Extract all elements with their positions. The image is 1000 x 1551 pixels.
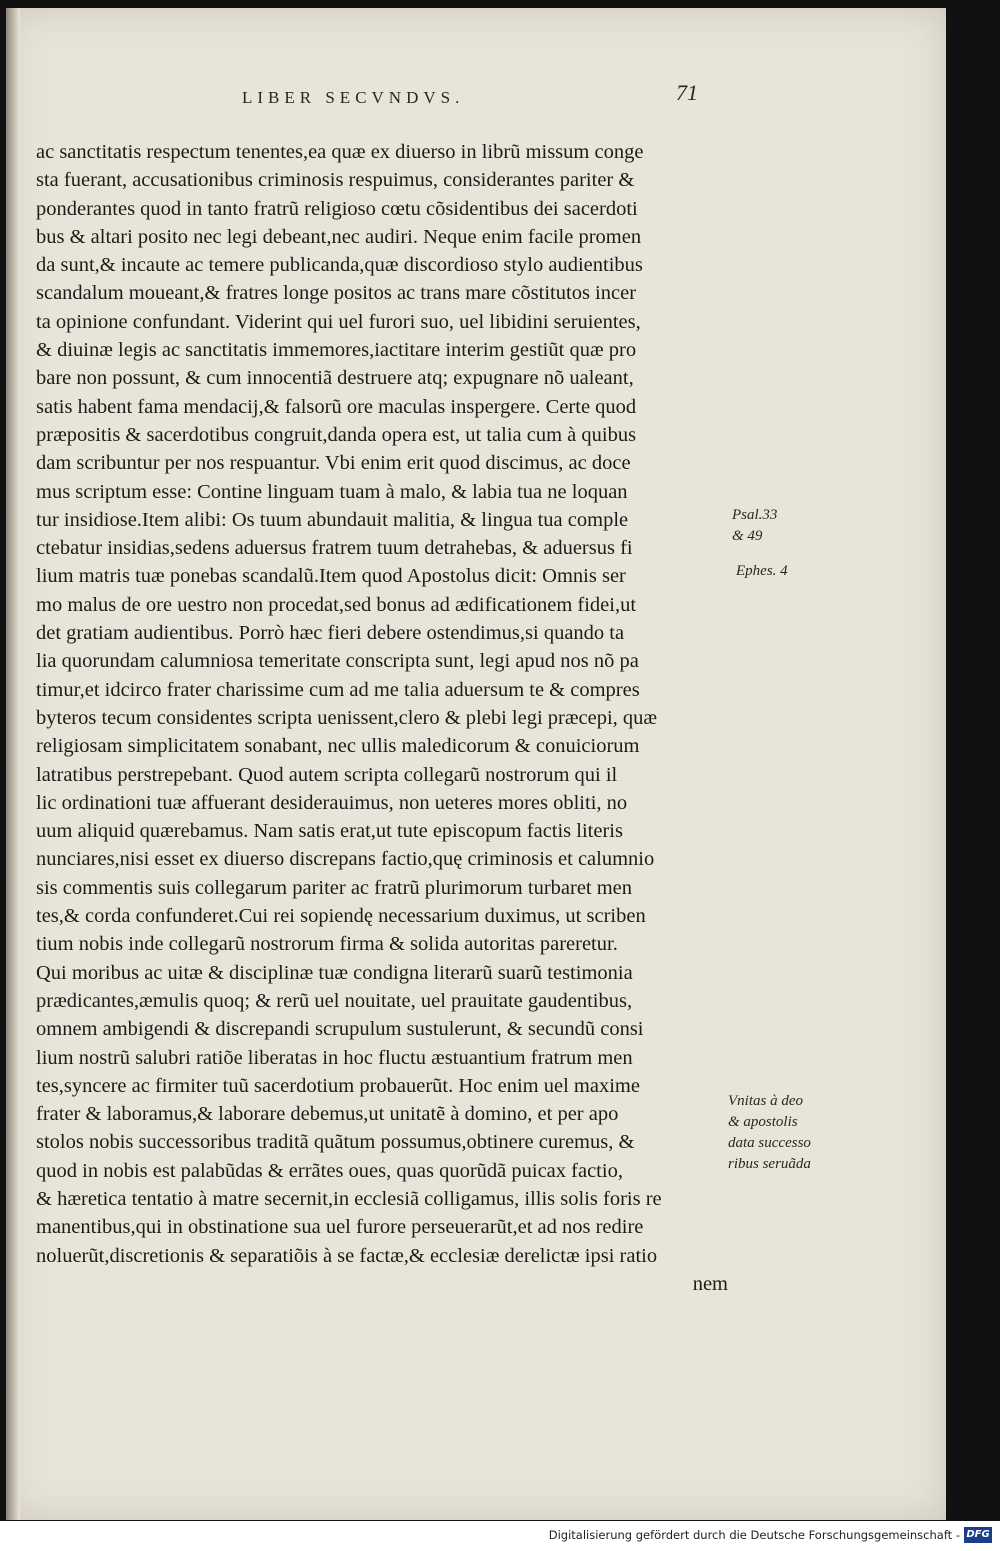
footer-bar xyxy=(0,1521,1000,1551)
text-line: tium nobis inde collegarũ nostrorum firma & solida autoritas pareretur. xyxy=(36,933,618,956)
text-line: & diuinæ legis ac sanctitatis immemores,iactitare interim gestiũt quæ pro xyxy=(36,339,637,362)
text-line: da sunt,& incaute ac temere publicanda,quæ discordioso stylo audientibus xyxy=(36,254,643,277)
text-line: det gratiam audientibus. Porrò hæc fieri debere ostendimus,si quando ta xyxy=(36,622,625,645)
text-line: manentibus,qui in obstinatione sua uel furore perseuerarũt,et ad nos redire xyxy=(36,1216,644,1239)
margin-note-unitas xyxy=(728,1091,811,1175)
catchword: nem xyxy=(692,1272,728,1295)
text-line: satis habent fama mendacij,& falsorũ ore maculas inspergere. Certe quod xyxy=(36,395,637,418)
text-line: timur,et idcirco frater charissime cum ad me talia aduersum te & compres xyxy=(36,678,640,701)
text-line: prædicantes,æmulis quoq; & rerũ uel nouitate, uel prauitate gaudentibus, xyxy=(36,989,633,1012)
text-line: ac sanctitatis respectum tenentes,ea quæ ex diuerso in librũ missum conge xyxy=(36,141,644,163)
text-line: quod in nobis est palabũdas & errãtes oues, quas quorũdã puicax factio, xyxy=(36,1159,623,1182)
dfg-logo-icon: DFG xyxy=(964,1527,992,1543)
text-line: tes,syncere ac firmiter tuũ sacerdotium probauerũt. Hoc enim uel maxime xyxy=(36,1074,640,1097)
page-header xyxy=(6,70,946,120)
text-line: lium nostrũ salubri ratiõe liberatas in hoc fluctu æstuantium fratrum men xyxy=(36,1046,633,1069)
margin-note-line: Psal.33 xyxy=(732,507,778,523)
body-text xyxy=(36,138,736,1298)
text-line: nunciares,nisi esset ex diuerso discrepans factio,quę criminosis et calumnio xyxy=(36,848,655,871)
text-line: mus scriptum esse: Contine linguam tuam à malo, & labia tua ne loquan xyxy=(36,480,628,503)
text-line: omnem ambigendi & discrepandi scrupulum sustulerunt, & secundũ consi xyxy=(36,1018,644,1041)
text-line: uum aliquid quærebamus. Nam satis erat,ut tute episcopum factis literis xyxy=(36,820,623,843)
text-line: noluerũt,discretionis & separatiõis à se factæ,& ecclesiæ derelictæ ipsi ratio xyxy=(36,1244,658,1267)
funding-credit: Digitalisierung gefördert durch die Deutsche Forschungsgemeinschaft - xyxy=(548,1528,960,1542)
text-line: ctebatur insidias,sedens aduersus fratrem tuum detrahebas, & aduersus fi xyxy=(36,537,633,560)
margin-note-line: Ephes. 4 xyxy=(736,563,788,579)
text-line: ta opinione confundant. Viderint qui uel furori suo, uel libidini seruientes, xyxy=(36,310,641,333)
text-line: lium matris tuæ ponebas scandalũ.Item quod Apostolus dicit: Omnis ser xyxy=(36,565,626,588)
text-line: ponderantes quod in tanto fratrũ religioso cœtu cõsidentibus dei sacerdoti xyxy=(36,197,638,220)
text-line: bus & altari posito nec legi debeant,nec audiri. Neque enim facile promen xyxy=(36,225,642,248)
text-line: & hæretica tentatio à matre secernit,in ecclesiã colligamus, illis solis foris re xyxy=(36,1187,662,1210)
margin-note-line: data successo xyxy=(728,1135,811,1151)
text-line: bare non possunt, & cum innocentiã destruere atq; expugnare nõ ualeant, xyxy=(36,367,634,390)
text-line: frater & laboramus,& laborare debemus,ut unitatẽ à domino, et per apo xyxy=(36,1103,619,1126)
page-number: 71 xyxy=(676,80,698,105)
text-line: tur insidiose.Item alibi: Os tuum abundauit malitia, & lingua tua comple xyxy=(36,508,629,531)
text-line: latratibus perstrepebant. Quod autem scripta collegarũ nostrorum qui il xyxy=(36,763,618,786)
book-page xyxy=(6,8,946,1520)
text-line: religiosam simplicitatem sonabant, nec ullis maledicorum & conuiciorum xyxy=(36,735,640,758)
text-line: scandalum moueant,& fratres longe positos ac trans mare cõstitutos incer xyxy=(36,282,637,305)
margin-note-ephesians xyxy=(736,561,788,582)
text-line: mo malus de ore uestro non procedat,sed bonus ad ædificationem fidei,ut xyxy=(36,593,637,616)
text-line: Qui moribus ac uitæ & disciplinæ tuæ condigna literarũ suarũ testimonia xyxy=(36,961,633,984)
margin-note-line: & apostolis xyxy=(728,1114,798,1130)
text-line: sta fuerant, accusationibus criminosis respuimus, considerantes pariter & xyxy=(36,169,635,192)
text-line: sis commentis suis collegarum pariter ac fratrũ plurimorum turbaret men xyxy=(36,876,633,899)
margin-note-line: Vnitas à deo xyxy=(728,1093,803,1109)
text-line: lic ordinationi tuæ affuerant desiderauimus, non ueteres mores obliti, no xyxy=(36,791,628,814)
running-title: LIBER SECVNDVS. xyxy=(242,88,465,107)
margin-note-psalms xyxy=(732,505,777,547)
margin-note-line: ribus seruãda xyxy=(728,1156,811,1172)
margin-note-line: & 49 xyxy=(732,528,763,544)
text-line: præpositis & sacerdotibus congruit,danda opera est, ut talia cum à quibus xyxy=(36,423,637,446)
page-gutter xyxy=(6,8,20,1520)
text-line: byteros tecum considentes scripta uenissent,clero & plebi legi præcepi, quæ xyxy=(36,706,658,729)
text-line: lia quorundam calumniosa temeritate conscripta sunt, legi apud nos nõ pa xyxy=(36,650,639,673)
text-line: tes,& corda confunderet.Cui rei sopiendę necessarium duximus, ut scriben xyxy=(36,905,646,928)
text-line: stolos nobis successoribus traditã quãtum possumus,obtinere curemus, & xyxy=(36,1131,635,1154)
text-line: dam scribuntur per nos respuantur. Vbi enim erit quod discimus, ac doce xyxy=(36,452,631,475)
